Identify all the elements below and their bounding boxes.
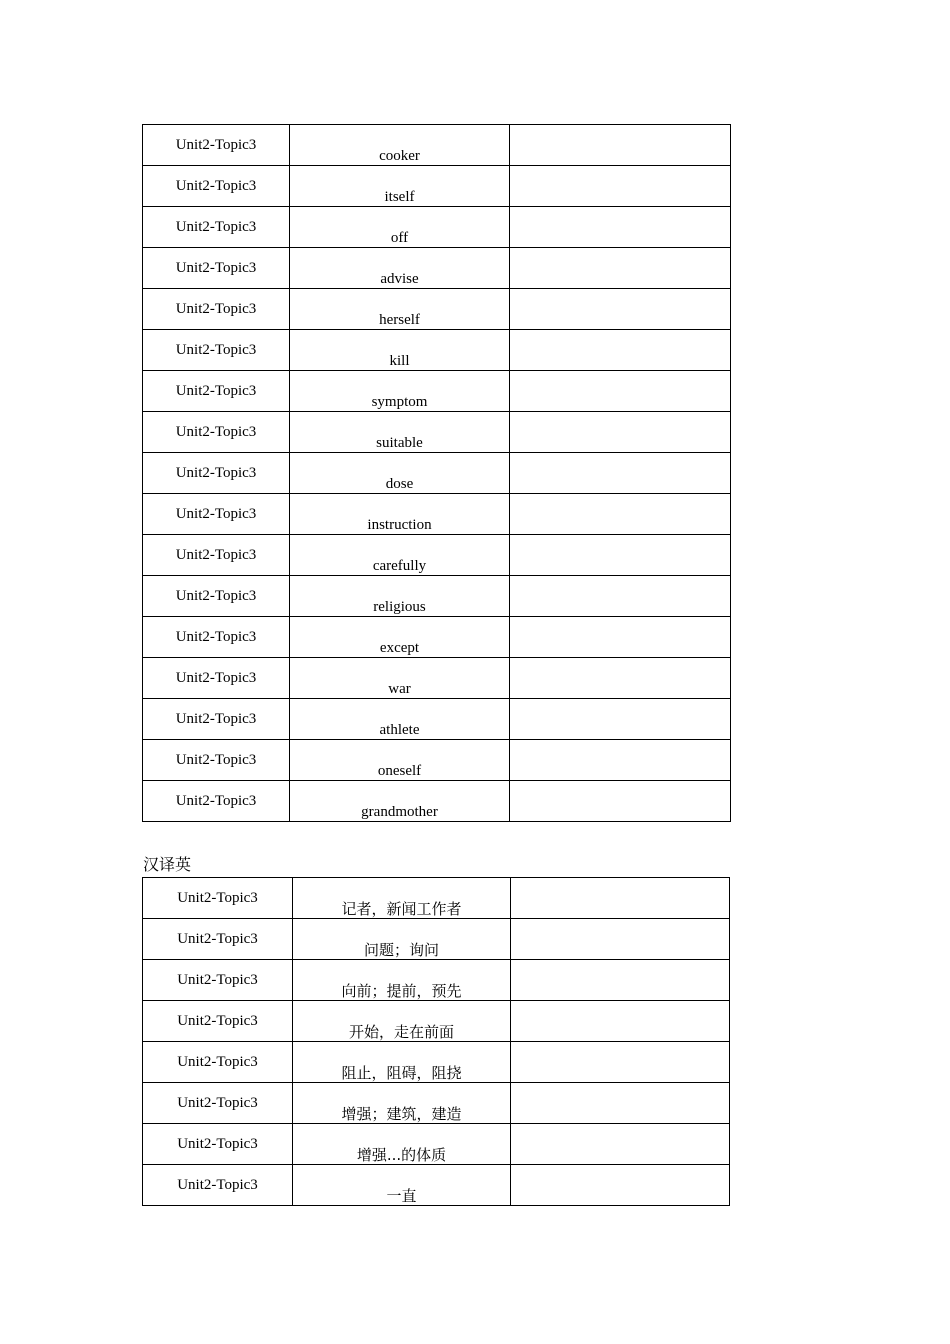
answer-cell[interactable]	[510, 453, 731, 494]
word-cell: instruction	[290, 494, 510, 535]
answer-cell[interactable]	[510, 658, 731, 699]
unit-cell: Unit2-Topic3	[143, 207, 290, 248]
vocab-table-english-body	[143, 125, 731, 822]
word-cell: 增强；建筑，建造	[293, 1083, 511, 1124]
word-cell: 记者，新闻工作者	[293, 878, 511, 919]
word-cell: religious	[290, 576, 510, 617]
vocab-table-english	[142, 124, 731, 822]
word-cell: itself	[290, 166, 510, 207]
unit-cell: Unit2-Topic3	[143, 248, 290, 289]
answer-cell[interactable]	[511, 1042, 730, 1083]
table-row	[143, 330, 731, 371]
table-row	[143, 617, 731, 658]
unit-cell: Unit2-Topic3	[143, 960, 293, 1001]
word-cell: 开始，走在前面	[293, 1001, 511, 1042]
word-cell: kill	[290, 330, 510, 371]
unit-cell: Unit2-Topic3	[143, 125, 290, 166]
unit-cell: Unit2-Topic3	[143, 699, 290, 740]
table-row	[143, 576, 731, 617]
word-cell: carefully	[290, 535, 510, 576]
word-cell: suitable	[290, 412, 510, 453]
unit-cell: Unit2-Topic3	[143, 412, 290, 453]
vocab-table-chinese-body	[143, 878, 730, 1206]
answer-cell[interactable]	[510, 781, 731, 822]
word-cell: 一直	[293, 1165, 511, 1206]
answer-cell[interactable]	[510, 125, 731, 166]
unit-cell: Unit2-Topic3	[143, 166, 290, 207]
unit-cell: Unit2-Topic3	[143, 878, 293, 919]
unit-cell: Unit2-Topic3	[143, 330, 290, 371]
answer-cell[interactable]	[510, 166, 731, 207]
answer-cell[interactable]	[511, 960, 730, 1001]
answer-cell[interactable]	[510, 248, 731, 289]
table-row	[143, 125, 731, 166]
word-cell: off	[290, 207, 510, 248]
unit-cell: Unit2-Topic3	[143, 1083, 293, 1124]
answer-cell[interactable]	[511, 1083, 730, 1124]
word-cell: 问题；询问	[293, 919, 511, 960]
table-row	[143, 1124, 730, 1165]
word-cell: 阻止，阻碍，阻挠	[293, 1042, 511, 1083]
unit-cell: Unit2-Topic3	[143, 535, 290, 576]
table-row	[143, 207, 731, 248]
table-row	[143, 878, 730, 919]
answer-cell[interactable]	[511, 878, 730, 919]
answer-cell[interactable]	[510, 494, 731, 535]
unit-cell: Unit2-Topic3	[143, 919, 293, 960]
answer-cell[interactable]	[510, 289, 731, 330]
word-cell: grandmother	[290, 781, 510, 822]
unit-cell: Unit2-Topic3	[143, 781, 290, 822]
answer-cell[interactable]	[511, 1001, 730, 1042]
table-row	[143, 371, 731, 412]
unit-cell: Unit2-Topic3	[143, 1165, 293, 1206]
word-cell: 增强...的体质	[293, 1124, 511, 1165]
table-row	[143, 494, 731, 535]
word-cell: except	[290, 617, 510, 658]
word-cell: athlete	[290, 699, 510, 740]
answer-cell[interactable]	[510, 371, 731, 412]
answer-cell[interactable]	[510, 412, 731, 453]
table-row	[143, 248, 731, 289]
unit-cell: Unit2-Topic3	[143, 371, 290, 412]
unit-cell: Unit2-Topic3	[143, 289, 290, 330]
word-cell: symptom	[290, 371, 510, 412]
answer-cell[interactable]	[510, 740, 731, 781]
table-row	[143, 289, 731, 330]
answer-cell[interactable]	[511, 919, 730, 960]
vocab-table-chinese	[142, 877, 730, 1206]
word-cell: advise	[290, 248, 510, 289]
table-row	[143, 658, 731, 699]
table-row	[143, 1165, 730, 1206]
word-cell: dose	[290, 453, 510, 494]
word-cell: oneself	[290, 740, 510, 781]
unit-cell: Unit2-Topic3	[143, 1042, 293, 1083]
section-heading: 汉译英	[143, 855, 192, 874]
unit-cell: Unit2-Topic3	[143, 1124, 293, 1165]
table-row	[143, 781, 731, 822]
table-row	[143, 1042, 730, 1083]
table-row	[143, 412, 731, 453]
word-cell: cooker	[290, 125, 510, 166]
answer-cell[interactable]	[510, 576, 731, 617]
table-row	[143, 1001, 730, 1042]
table-row	[143, 699, 731, 740]
word-cell: war	[290, 658, 510, 699]
unit-cell: Unit2-Topic3	[143, 1001, 293, 1042]
unit-cell: Unit2-Topic3	[143, 453, 290, 494]
answer-cell[interactable]	[511, 1124, 730, 1165]
table-row	[143, 1083, 730, 1124]
table-row	[143, 453, 731, 494]
answer-cell[interactable]	[510, 330, 731, 371]
word-cell: 向前；提前，预先	[293, 960, 511, 1001]
table-row	[143, 919, 730, 960]
unit-cell: Unit2-Topic3	[143, 576, 290, 617]
unit-cell: Unit2-Topic3	[143, 617, 290, 658]
table-row	[143, 535, 731, 576]
table-row	[143, 166, 731, 207]
answer-cell[interactable]	[510, 207, 731, 248]
word-cell: herself	[290, 289, 510, 330]
unit-cell: Unit2-Topic3	[143, 740, 290, 781]
table-row	[143, 740, 731, 781]
table-row	[143, 960, 730, 1001]
answer-cell[interactable]	[511, 1165, 730, 1206]
answer-cell[interactable]	[510, 617, 731, 658]
answer-cell[interactable]	[510, 535, 731, 576]
unit-cell: Unit2-Topic3	[143, 494, 290, 535]
unit-cell: Unit2-Topic3	[143, 658, 290, 699]
answer-cell[interactable]	[510, 699, 731, 740]
